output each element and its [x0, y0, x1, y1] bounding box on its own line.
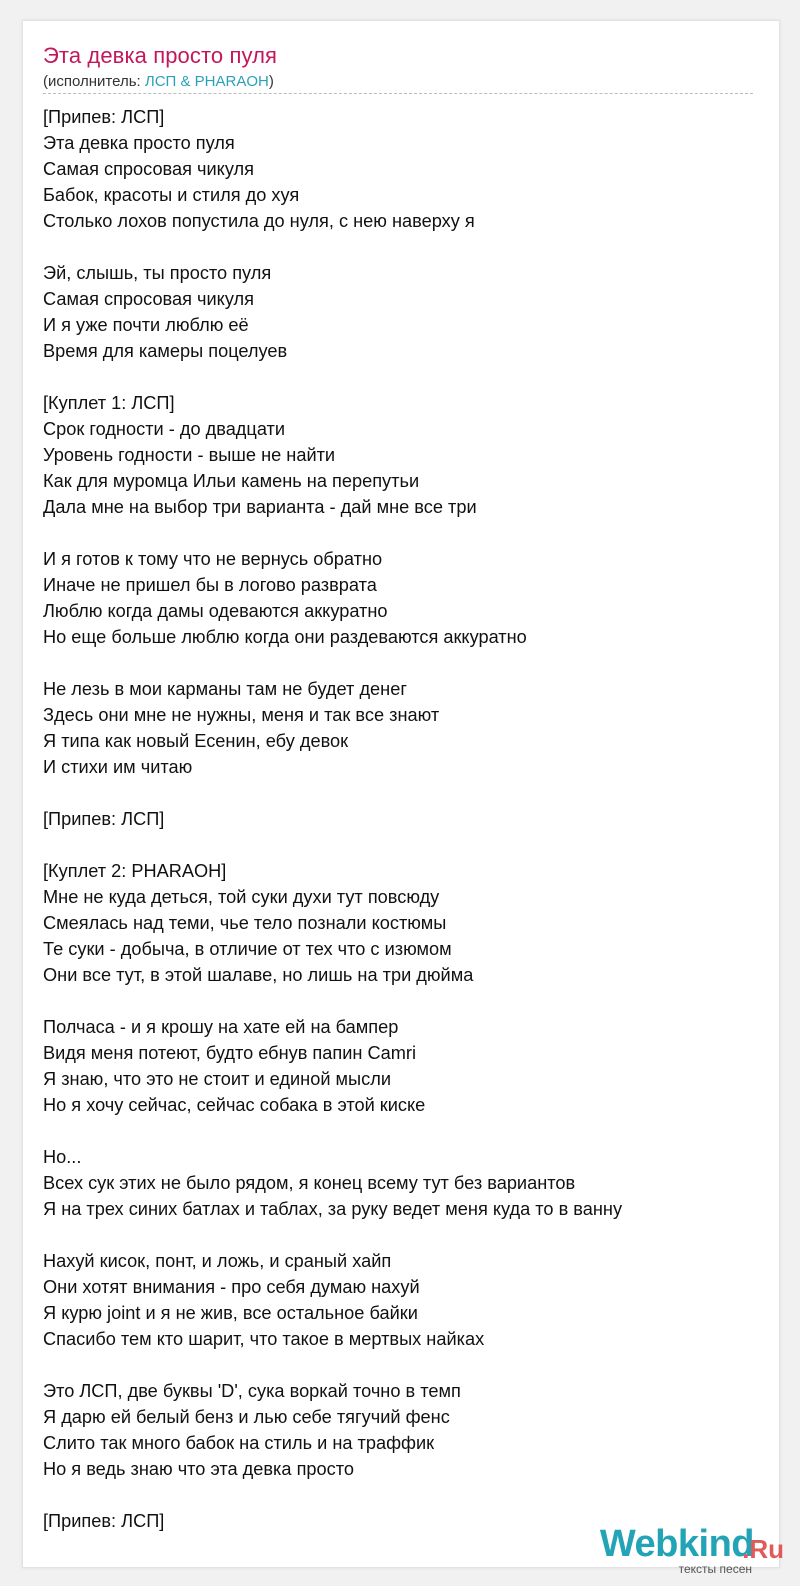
lyrics-stanza [43, 1014, 763, 1118]
lyrics-line: Эй, слышь, ты просто пуля [43, 263, 272, 283]
lyrics-line: Мне не куда деться, той суки духи тут повсюду [43, 887, 440, 907]
logo-subtitle: тексты песен [678, 1562, 752, 1576]
lyrics-line: Но я ведь знаю что эта девка просто [43, 1459, 354, 1479]
lyrics-stanza [43, 1248, 763, 1352]
lyrics-line: И я готов к тому что не вернусь обратно [43, 549, 383, 569]
lyrics-line: Спасибо тем кто шарит, что такое в мертвых найках [43, 1329, 485, 1349]
lyrics-stanza [43, 260, 763, 364]
artist-line [43, 73, 274, 90]
lyrics-stanza [43, 546, 763, 650]
lyrics-line: Я знаю, что это не стоит и единой мысли [43, 1069, 391, 1089]
lyrics-line: Всех сук этих не было рядом, я конец всему тут без вариантов [43, 1173, 576, 1193]
lyrics-line: Те суки - добыча, в отличие от тех что с изюмом [43, 939, 452, 959]
lyrics-line: Не лезь в мои карманы там не будет денег [43, 679, 407, 699]
artist-prefix: (исполнитель: [43, 73, 145, 90]
artist-link[interactable]: ЛСП & PHARAOH [144, 73, 269, 90]
lyrics-line: [Припев: ЛСП] [43, 107, 165, 127]
lyrics-line: И стихи им читаю [43, 757, 193, 777]
lyrics-stanza [43, 390, 763, 520]
lyrics-line: Самая спросовая чикуля [43, 159, 254, 179]
lyrics-stanza [43, 1378, 763, 1482]
lyrics-stanza [43, 676, 763, 780]
lyrics-stanza [43, 806, 763, 832]
lyrics-line: Они хотят внимания - про себя думаю нахуй [43, 1277, 420, 1297]
lyrics-line: Как для муромца Ильи камень на перепутьи [43, 471, 420, 491]
lyrics-line: Я типа как новый Есенин, ебу девок [43, 731, 349, 751]
lyrics-line: Но я хочу сейчас, сейчас собака в этой киске [43, 1095, 426, 1115]
lyrics-stanza [43, 858, 763, 988]
lyrics-line: Я дарю ей белый бенз и лью себе тягучий фенс [43, 1407, 450, 1427]
lyrics-line: Здесь они мне не нужны, меня и так все знают [43, 705, 440, 725]
lyrics-line: Полчаса - и я крошу на хате ей на бампер [43, 1017, 399, 1037]
lyrics-line: Но... [43, 1147, 82, 1167]
lyrics-line: Но еще больше люблю когда они раздеваются аккуратно [43, 627, 527, 647]
lyrics-line: Это ЛСП, две буквы 'D', сука воркай точно в темп [43, 1381, 461, 1401]
logo-wordmark: Webkind [599, 1523, 754, 1565]
lyrics-line: Я на трех синих батлах и таблах, за руку ведет меня куда то в ванну [43, 1199, 623, 1219]
lyrics-line: [Припев: ЛСП] [43, 1511, 165, 1531]
lyrics-line: Самая спросовая чикуля [43, 289, 254, 309]
lyrics-line: Видя меня потеют, будто ебнув папин Camri [43, 1043, 416, 1063]
site-logo[interactable] [584, 1524, 784, 1580]
song-title: Эта девка просто пуля [43, 43, 278, 68]
title-divider [43, 93, 753, 94]
lyrics-line: Срок годности - до двадцати [43, 419, 286, 439]
lyrics-line: Они все тут, в этой шалаве, но лишь на три дюйма [43, 965, 474, 985]
lyrics-line: Эта девка просто пуля [43, 133, 235, 153]
lyrics-line: Иначе не пришел бы в логово разврата [43, 575, 377, 595]
lyrics-line: Время для камеры поцелуев [43, 341, 288, 361]
lyrics-line: [Припев: ЛСП] [43, 809, 165, 829]
lyrics-stanza [43, 104, 763, 234]
lyrics-card [22, 20, 780, 1568]
lyrics-line: Столько лохов попустила до нуля, с нею наверху я [43, 211, 475, 231]
lyrics-line: [Куплет 1: ЛСП] [43, 393, 175, 413]
lyrics-line: Дала мне на выбор три варианта - дай мне все три [43, 497, 477, 517]
lyrics-text [43, 104, 763, 1560]
lyrics-line: Смеялась над теми, чье тело познали костюмы [43, 913, 447, 933]
lyrics-line: Я курю joint и я не жив, все остальное байки [43, 1303, 418, 1323]
lyrics-line: [Куплет 2: PHARAOH] [43, 861, 227, 881]
lyrics-line: Люблю когда дамы одеваются аккуратно [43, 601, 388, 621]
lyrics-stanza [43, 1144, 763, 1222]
lyrics-line: Уровень годности - выше не найти [43, 445, 336, 465]
lyrics-line: Слито так много бабок на стиль и на траффик [43, 1433, 435, 1453]
lyrics-line: Бабок, красоты и стиля до хуя [43, 185, 300, 205]
lyrics-line: Нахуй кисок, понт, и ложь, и сраный хайп [43, 1251, 392, 1271]
lyrics-line: И я уже почти люблю её [43, 315, 249, 335]
artist-suffix: ) [268, 73, 274, 90]
logo-domain: .Ru [742, 1534, 784, 1564]
